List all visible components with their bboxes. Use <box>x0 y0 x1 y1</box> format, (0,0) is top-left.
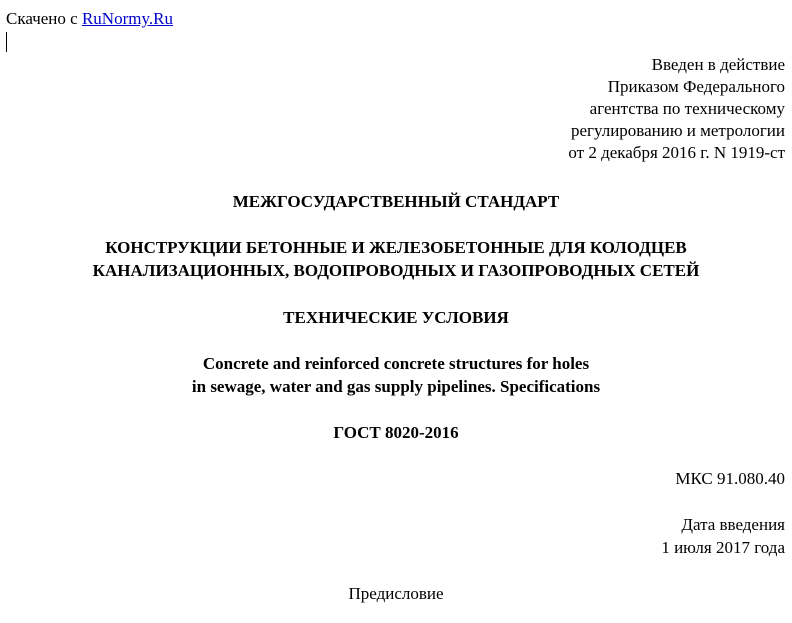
standard-code: ГОСТ 8020-2016 <box>333 423 459 442</box>
technical-conditions-heading: ТЕХНИЧЕСКИЕ УСЛОВИЯ <box>283 308 509 327</box>
intro-date-label: Дата введения <box>681 515 785 534</box>
standard-name-line-2: КАНАЛИЗАЦИОННЫХ, ВОДОПРОВОДНЫХ И ГАЗОПРОВОДНЫХ СЕТЕЙ <box>92 261 700 280</box>
approval-line: агентства по техническому <box>589 99 785 118</box>
runormy-link[interactable]: RuNormy.Ru <box>81 9 173 28</box>
approval-line: регулированию и метрологии <box>570 121 785 140</box>
approval-line: от 2 декабря 2016 г. N 1919-ст <box>568 143 785 162</box>
foreword-heading: Предисловие <box>348 584 444 603</box>
download-source-line <box>6 8 173 30</box>
text-cursor <box>6 32 7 52</box>
mks-code: МКС 91.080.40 <box>675 469 785 488</box>
standard-type-heading: МЕЖГОСУДАРСТВЕННЫЙ СТАНДАРТ <box>232 192 560 211</box>
standard-name-line-1: КОНСТРУКЦИИ БЕТОННЫЕ И ЖЕЛЕЗОБЕТОННЫЕ ДЛЯ КОЛОДЦЕВ <box>105 238 687 257</box>
approval-block <box>385 54 785 164</box>
approval-line: Введен в действие <box>651 55 785 74</box>
download-source-prefix: Скачено с <box>6 9 82 28</box>
approval-line: Приказом Федерального <box>607 77 785 96</box>
intro-date-value: 1 июля 2017 года <box>661 538 785 557</box>
english-title-line-1: Concrete and reinforced concrete structures for holes <box>202 354 590 373</box>
english-title-line-2: in sewage, water and gas supply pipelines. Specifications <box>191 377 601 396</box>
